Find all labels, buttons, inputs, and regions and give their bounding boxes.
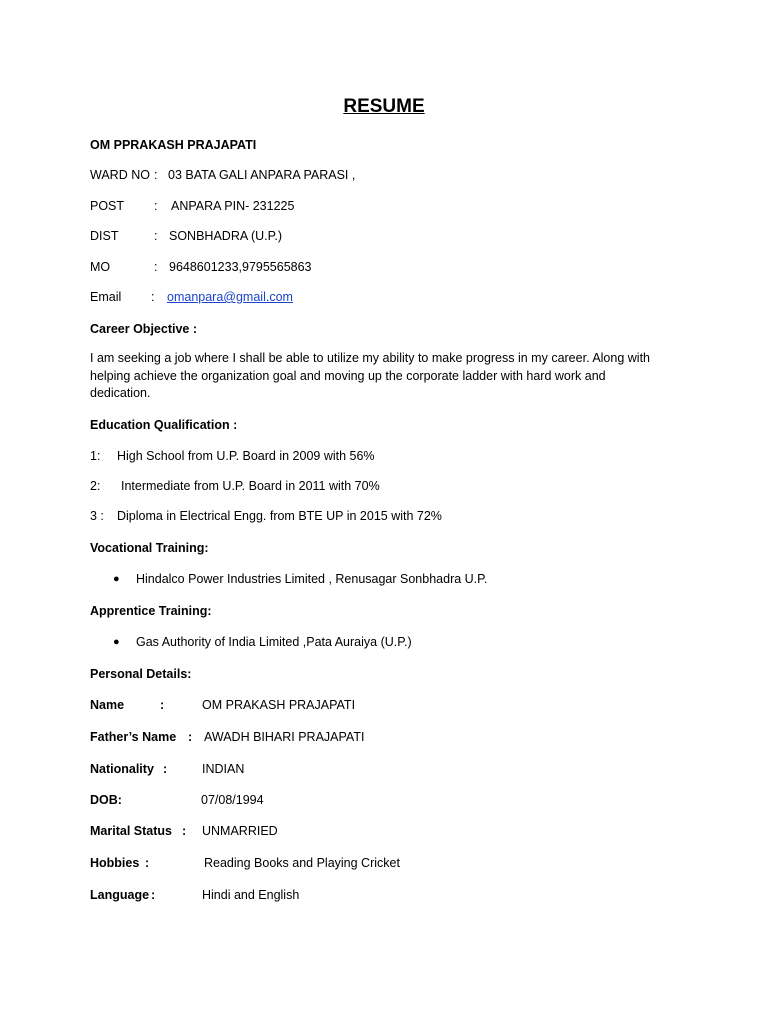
education-heading: Education Qualification : [90, 418, 238, 432]
career-objective-line: dedication. [90, 386, 151, 400]
career-objective-text [90, 350, 670, 403]
personal-key-name: Name [90, 698, 125, 712]
address-key-ward: WARD NO [90, 168, 150, 182]
address-key-post: POST [90, 199, 125, 213]
address-value-dist: SONBHADRA (U.P.) [169, 229, 282, 243]
address-colon-dist: : [154, 229, 158, 243]
apprentice-training-text: Gas Authority of India Limited ,Pata Auraiya (U.P.) [136, 635, 412, 649]
education-item-text: Intermediate from U.P. Board in 2011 with 70% [121, 479, 380, 493]
education-item-number: 1: [90, 449, 101, 463]
personal-key-father: Father’s Name [90, 730, 177, 744]
education-item-number: 3 : [90, 509, 104, 523]
career-objective-heading: Career Objective : [90, 322, 197, 336]
personal-value-father: AWADH BIHARI PRAJAPATI [204, 730, 365, 744]
address-value-post: ANPARA PIN- 231225 [171, 199, 295, 213]
address-colon-ward: : [154, 168, 158, 182]
personal-value-name: OM PRAKASH PRAJAPATI [202, 698, 356, 712]
vocational-training-text: Hindalco Power Industries Limited , Renusagar Sonbhadra U.P. [136, 572, 488, 586]
candidate-name: OM PPRAKASH PRAJAPATI [90, 138, 257, 152]
personal-value-language: Hindi and English [202, 888, 300, 902]
address-key-mobile: MO [90, 260, 111, 274]
career-objective-line: I am seeking a job where I shall be able to utilize my ability to make progress in my career. Along with [90, 351, 650, 365]
email-link[interactable]: omanpara@gmail.com [167, 290, 293, 304]
address-key-dist: DIST [90, 229, 119, 243]
address-colon-post: : [154, 199, 158, 213]
personal-value-marital: UNMARRIED [202, 824, 278, 838]
personal-colon-language: : [151, 888, 156, 902]
personal-key-hobbies: Hobbies [90, 856, 140, 870]
personal-key-dob: DOB: [90, 793, 122, 807]
personal-key-language: Language [90, 888, 150, 902]
personal-colon-name: : [160, 698, 165, 712]
vocational-training-heading: Vocational Training: [90, 541, 209, 555]
apprentice-training-heading: Apprentice Training: [90, 604, 212, 618]
bullet-icon: ● [113, 636, 120, 648]
personal-value-nationality: INDIAN [202, 762, 245, 776]
personal-colon-nationality: : [163, 762, 168, 776]
personal-details-heading: Personal Details: [90, 667, 192, 681]
personal-key-nationality: Nationality [90, 762, 154, 776]
education-item-text: High School from U.P. Board in 2009 with 56% [117, 449, 375, 463]
personal-colon-father: : [188, 730, 193, 744]
career-objective-line: helping achieve the organization goal and moving up the corporate ladder with hard work and [90, 368, 606, 383]
address-value-ward: 03 BATA GALI ANPARA PARASI , [168, 168, 356, 182]
personal-value-hobbies: Reading Books and Playing Cricket [204, 856, 400, 870]
address-value-mobile: 9648601233,9795565863 [169, 260, 312, 274]
education-item-number: 2: [90, 479, 101, 493]
address-colon-mobile: : [154, 260, 158, 274]
address-colon-email: : [151, 290, 155, 304]
bullet-icon: ● [113, 573, 120, 585]
resume-title: RESUME [343, 96, 425, 117]
address-key-email: Email [90, 290, 122, 304]
education-item-text: Diploma in Electrical Engg. from BTE UP in 2015 with 72% [117, 509, 442, 523]
personal-key-marital: Marital Status [90, 824, 172, 838]
personal-value-dob: 07/08/1994 [201, 793, 264, 807]
personal-colon-marital: : [182, 824, 187, 838]
personal-colon-hobbies: : [145, 856, 150, 870]
